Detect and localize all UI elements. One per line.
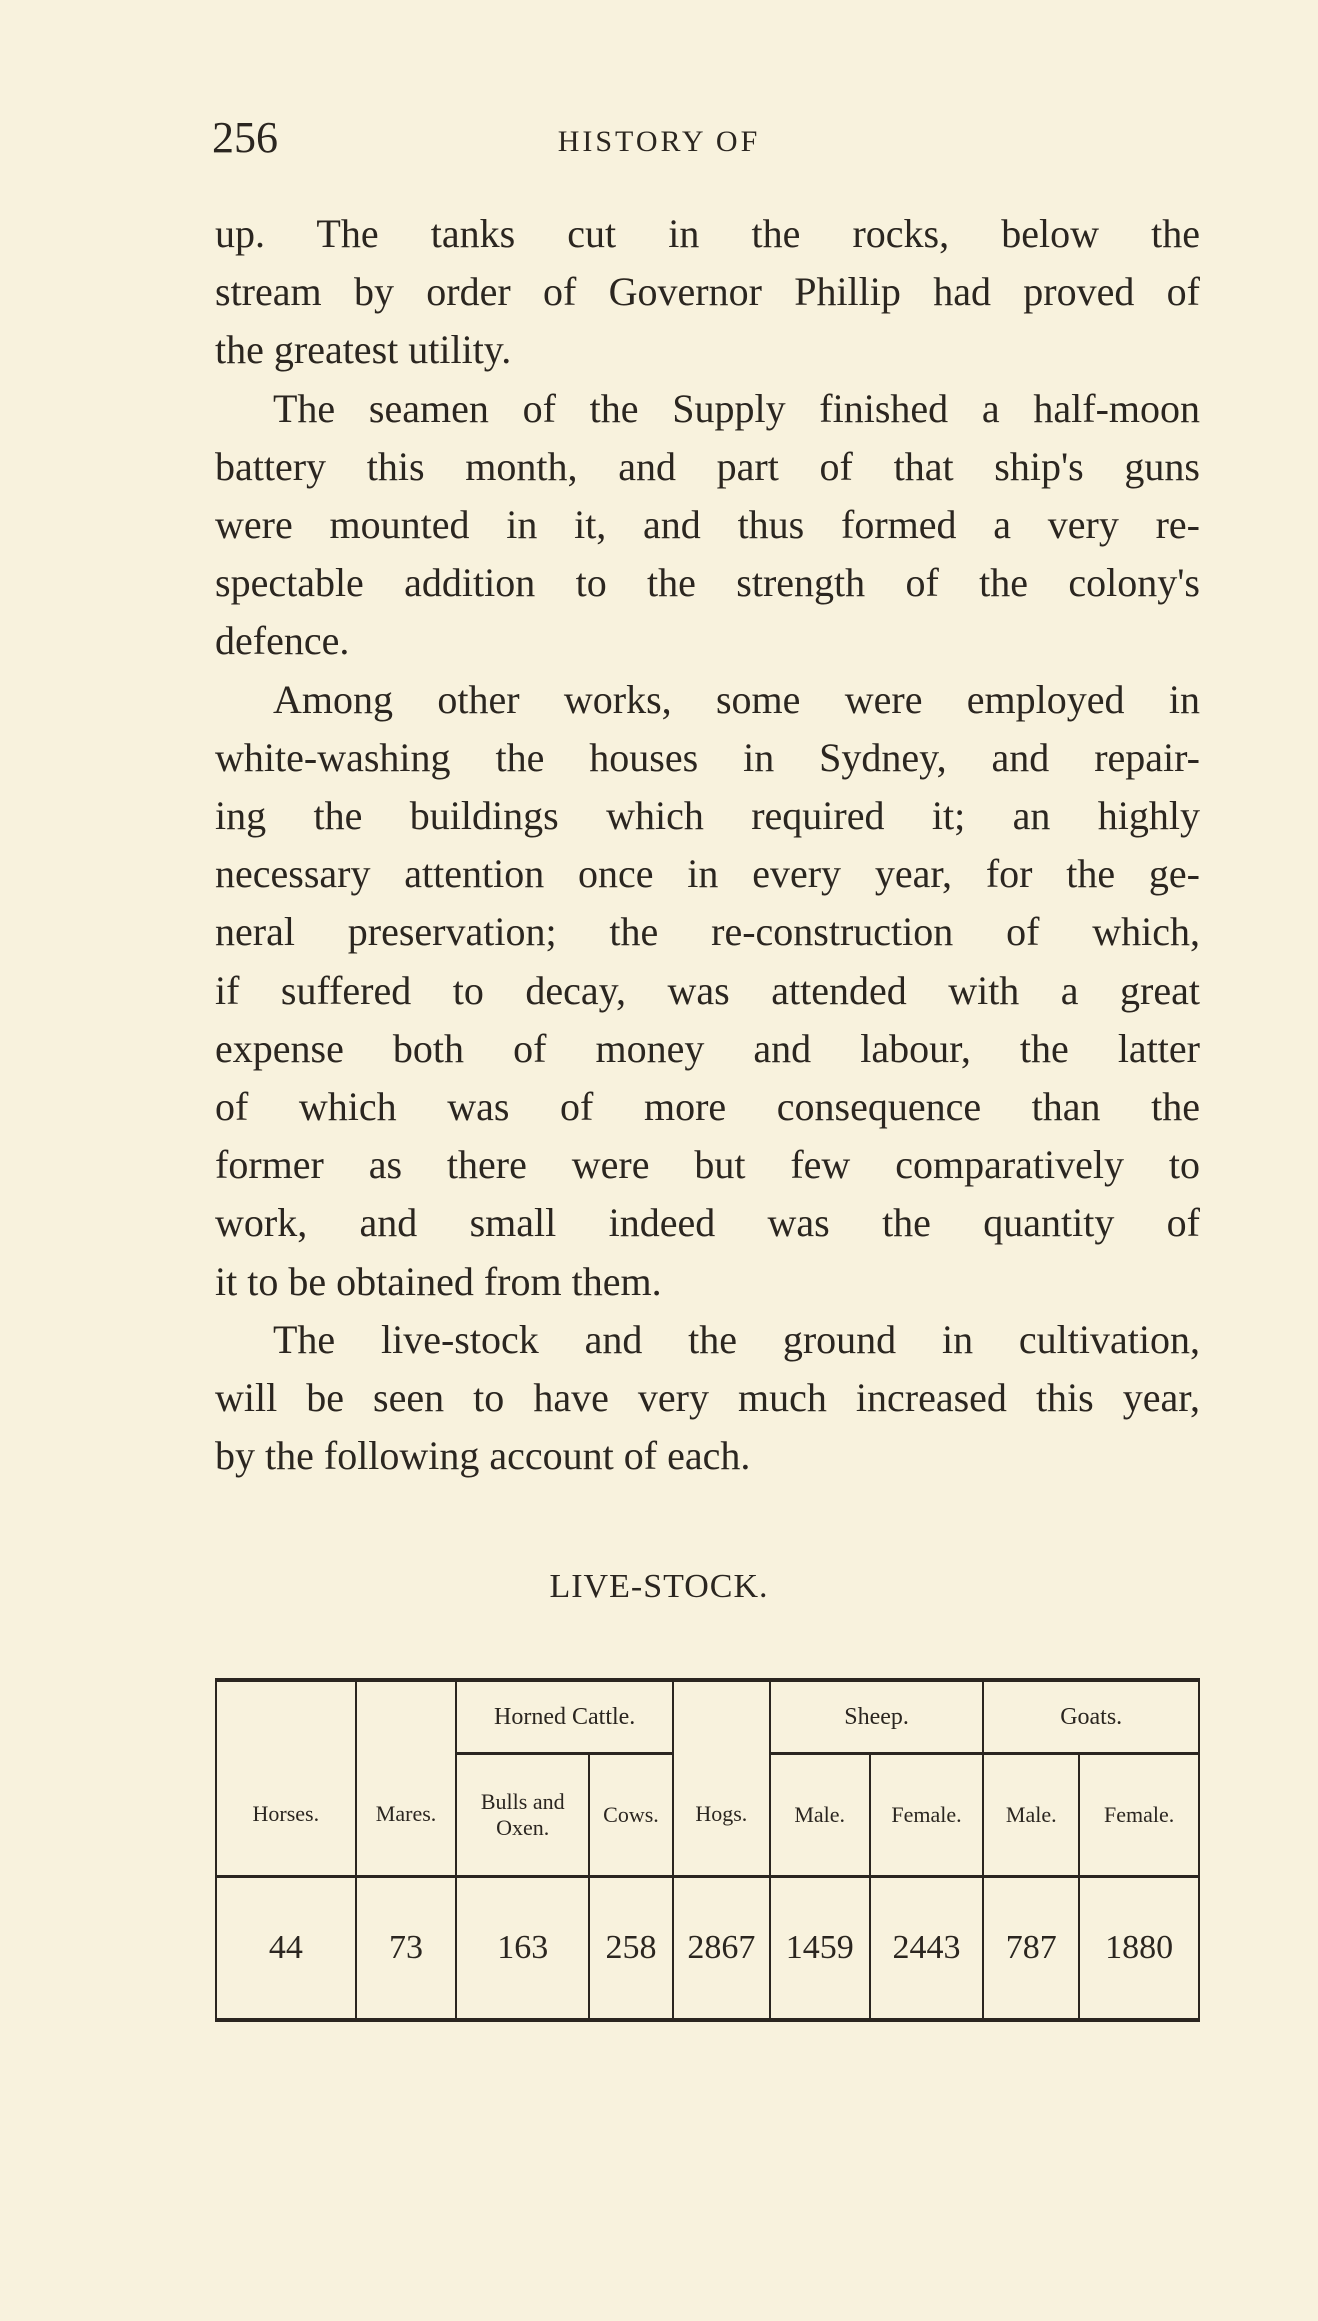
text-line: if suffered to decay, was attended with a great <box>215 967 1200 1013</box>
column-header: Mares. <box>356 1754 457 1877</box>
text-line: The seamen of the Supply finished a half-moon <box>273 385 1200 431</box>
text-line: The live-stock and the ground in cultivation, <box>273 1316 1200 1362</box>
body-text <box>215 205 1200 1485</box>
text-line: neral preservation; the re-construction of which, <box>215 909 1200 955</box>
text-line: by the following account of each. <box>215 1433 751 1479</box>
column-header: Female. <box>870 1754 984 1877</box>
group-header-sheep: Sheep. <box>770 1680 984 1754</box>
column-header: Hogs. <box>673 1754 770 1877</box>
page-number: 256 <box>212 113 278 162</box>
text-line: were mounted in it, and thus formed a very re- <box>215 502 1200 548</box>
column-header: Male. <box>983 1754 1079 1877</box>
text-line: it to be obtained from them. <box>215 1258 662 1304</box>
column-header: Horses. <box>216 1754 356 1877</box>
column-header-row <box>216 1754 1199 1877</box>
table-cell <box>356 1680 457 1754</box>
text-line: white-washing the houses in Sydney, and repair- <box>215 734 1200 780</box>
text-line: former as there were but few comparatively to <box>215 1142 1200 1188</box>
live-stock-title: LIVE-STOCK. <box>549 1568 769 1605</box>
table-cell: 44 <box>216 1877 356 2021</box>
text-line: work, and small indeed was the quantity of <box>215 1200 1200 1246</box>
text-line: Among other works, some were employed in <box>273 676 1200 722</box>
column-header: Male. <box>770 1754 870 1877</box>
text-line: ing the buildings which required it; an highly <box>215 793 1200 839</box>
text-line: expense both of money and labour, the latter <box>215 1025 1200 1071</box>
group-header-goats: Goats. <box>983 1680 1199 1754</box>
text-line: up. The tanks cut in the rocks, below the <box>215 211 1200 256</box>
table-cell: 2867 <box>673 1877 770 2021</box>
text-line: necessary attention once in every year, for the ge- <box>215 851 1200 897</box>
table-cell <box>673 1680 770 1754</box>
table-cell: 2443 <box>870 1877 984 2021</box>
table-cell: 258 <box>589 1877 673 2021</box>
group-header-row <box>216 1680 1199 1754</box>
running-title: HISTORY OF <box>557 125 761 158</box>
text-line: battery this month, and part of that ship's guns <box>215 443 1200 489</box>
table-cell: 787 <box>983 1877 1079 2021</box>
group-header-horned-cattle: Horned Cattle. <box>456 1680 672 1754</box>
table-cell <box>216 1680 356 1754</box>
text-line: of which was of more consequence than the <box>215 1084 1200 1130</box>
live-stock-table <box>215 1678 1200 2022</box>
table-cell: 73 <box>356 1877 457 2021</box>
text-line: spectable addition to the strength of the colony's <box>215 560 1200 606</box>
text-line: defence. <box>215 618 350 664</box>
table-cell: 163 <box>456 1877 589 2021</box>
table-row <box>216 1877 1199 2021</box>
table-cell: 1459 <box>770 1877 870 2021</box>
column-header: Female. <box>1079 1754 1199 1877</box>
column-header: Bulls and Oxen. <box>456 1754 589 1877</box>
text-line: will be seen to have very much increased this year, <box>215 1375 1200 1421</box>
text-line: the greatest utility. <box>215 327 512 373</box>
column-header: Cows. <box>589 1754 673 1877</box>
table-cell: 1880 <box>1079 1877 1199 2021</box>
text-line: stream by order of Governor Phillip had proved of <box>215 269 1200 315</box>
